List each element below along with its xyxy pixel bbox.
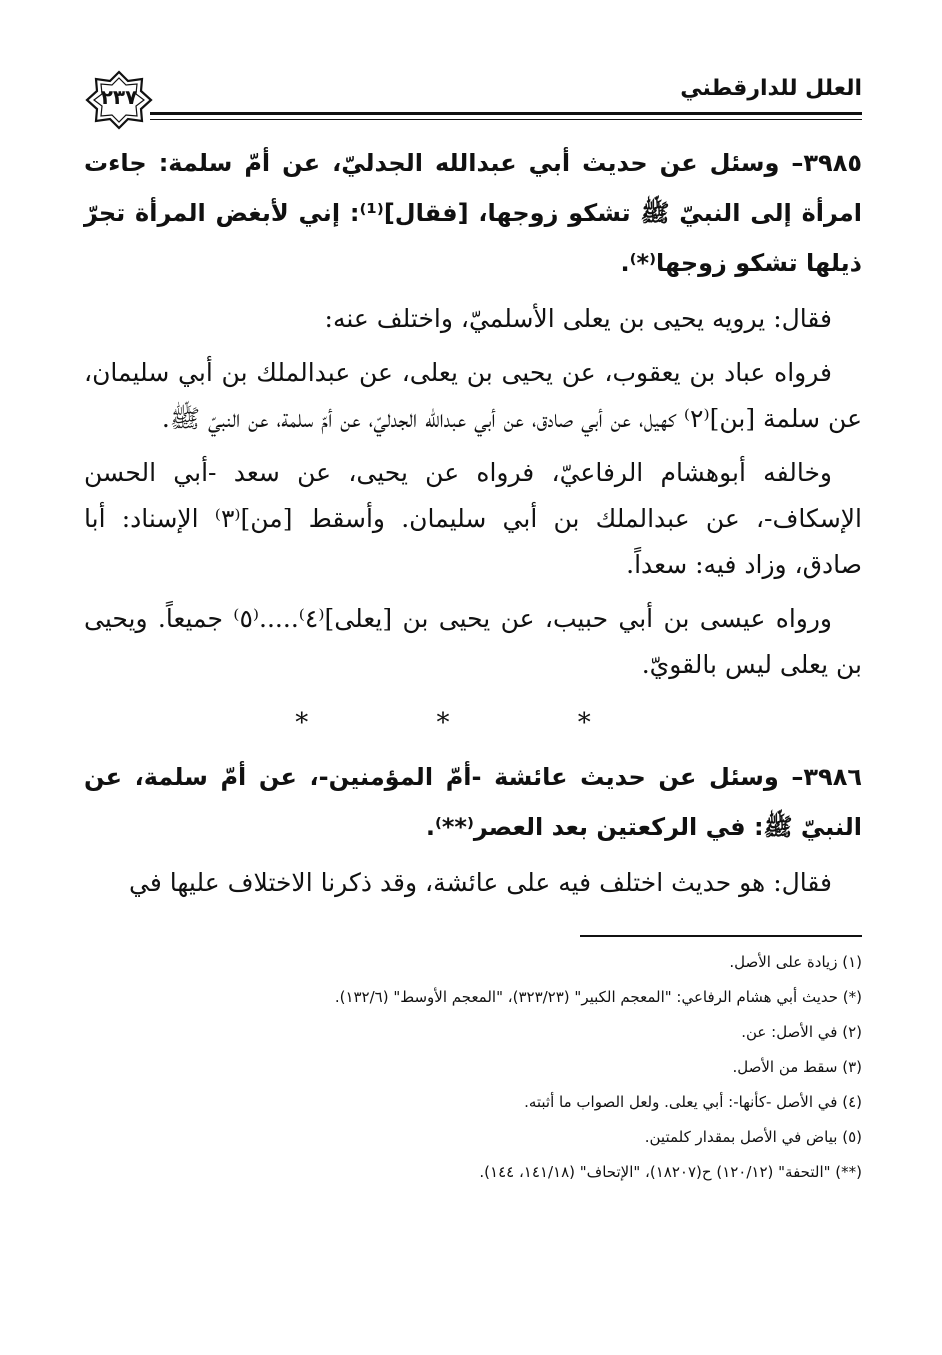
footnote: (٣) سقط من الأصل.	[732, 1058, 862, 1076]
paragraph: فقال: هو حديث اختلف فيه على عائشة، وقد ذكرنا الاختلاف عليها في	[129, 868, 832, 897]
footnote: (٤) في الأصل -كأنها-: أبي يعلى. ولعل الصواب ما أثبته.	[524, 1093, 862, 1111]
header-rule-thick	[150, 112, 862, 115]
paragraph: فرواه عباد بن يعقوب، عن يحيى بن يعلى، عن عبدالملك بن أبي سليمان، عن سلمة [بن]⁽٢⁾ كهيل، عن أبي صادق، عن أبي عبدالله الجدليّ، عن أمّ سلمة، عن النبيّ ﷺ.	[84, 358, 862, 433]
paragraph: وخالفه أبوهشام الرفاعيّ، فرواه عن يحيى، عن سعد -أبي الحسن الإسكاف-، عن عبدالملك بن أبي سليمان. وأسقط [من]⁽٣⁾ الإسناد: أبا صادق، وزاد فيه: سعداً.	[84, 458, 862, 579]
question-3986-title: ٣٩٨٦– وسئل عن حديث عائشة -أمّ المؤمنين-، عن أمّ سلمة، عن النبيّ ﷺ: في الركعتين بعد العصر⁽**⁾.	[84, 763, 862, 841]
header-rule-thin	[150, 119, 862, 120]
page-header	[84, 70, 862, 130]
paragraph: ورواه عيسى بن أبي حبيب، عن يحيى بن [يعلى]⁽٤⁾.....⁽٥⁾ جميعاً. ويحيى بن يعلى ليس بالقويّ.	[84, 604, 862, 679]
footnote: (٢) في الأصل: عن.	[741, 1023, 862, 1041]
footnote: (١) زيادة على الأصل.	[729, 953, 862, 971]
footnote: (**) "التحفة" (١٢٠/١٢) ح(١٨٢٠٧)، "الإتحاف" (١٤١/١٨، ١٤٤).	[479, 1163, 862, 1181]
footnote-divider	[580, 935, 862, 937]
footnote: (٥) بياض في الأصل بمقدار كلمتين.	[644, 1128, 862, 1146]
footnote: (*) حديث أبي هشام الرفاعي: "المعجم الكبير" (٣٢٣/٢٣)، "المعجم الأوسط" (١٣٢/٦).	[334, 988, 862, 1006]
running-title: العلل للدارقطني	[680, 76, 862, 101]
question-3985-title: ٣٩٨٥– وسئل عن حديث أبي عبدالله الجدليّ، عن أمّ سلمة: جاءت امرأة إلى النبيّ ﷺ تشكو زوجها، [فقال]⁽¹⁾: إني لأبغض المرأة تجرّ ذيلها تشكو زوجها⁽*⁾.	[84, 149, 862, 277]
main-text	[84, 138, 862, 906]
page-number-badge	[84, 70, 154, 130]
paragraph: فقال: يرويه يحيى بن يعلى الأسلميّ، واختلف عنه:	[324, 304, 832, 333]
page-number: ٢٣٧	[100, 85, 138, 109]
footnotes	[84, 945, 862, 1190]
section-separator: * * *	[295, 708, 651, 738]
